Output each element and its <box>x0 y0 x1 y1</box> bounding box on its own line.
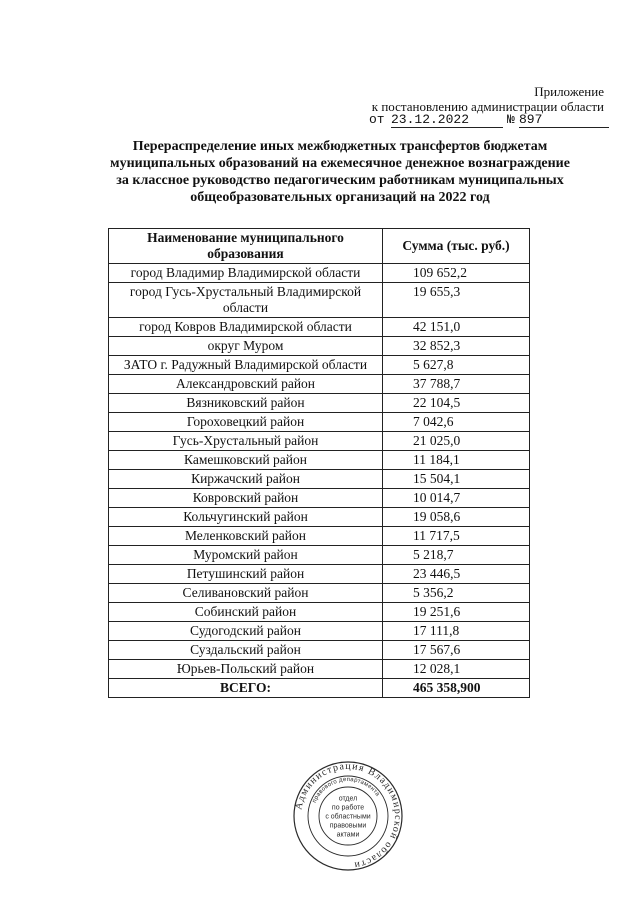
municipality-name: Александровский район <box>109 375 383 394</box>
stamp-center-line: правовыми <box>329 822 367 830</box>
municipality-name: Судогодский район <box>109 622 383 641</box>
municipality-name: Собинский район <box>109 603 383 622</box>
table-row <box>109 451 530 470</box>
municipality-sum: 10 014,7 <box>383 489 530 508</box>
municipality-name: Муромский район <box>109 546 383 565</box>
municipality-sum: 5 356,2 <box>383 584 530 603</box>
order-number: 897 <box>519 112 609 128</box>
column-header-name: Наименование муниципального образования <box>109 229 383 264</box>
table-row <box>109 622 530 641</box>
municipality-sum: 22 104,5 <box>383 394 530 413</box>
municipality-sum: 19 058,6 <box>383 508 530 527</box>
municipality-sum: 11 184,1 <box>383 451 530 470</box>
table-row <box>109 641 530 660</box>
municipality-name: Киржачский район <box>109 470 383 489</box>
table-row <box>109 603 530 622</box>
municipality-name: ЗАТО г. Радужный Владимирской области <box>109 356 383 375</box>
appendix-block <box>372 84 604 114</box>
municipality-name: город Ковров Владимирской области <box>109 318 383 337</box>
stamp-ring-text: Администрация Владимирской области <box>293 760 404 871</box>
municipality-name: Кольчугинский район <box>109 508 383 527</box>
municipality-name: Камешковский район <box>109 451 383 470</box>
municipality-sum: 7 042,6 <box>383 413 530 432</box>
table-row <box>109 546 530 565</box>
table-row <box>109 584 530 603</box>
appendix-label: Приложение <box>534 84 604 99</box>
municipality-sum: 21 025,0 <box>383 432 530 451</box>
order-date: 23.12.2022 <box>391 112 503 128</box>
title-line: Перераспределение иных межбюджетных трансфертов бюджетам <box>132 139 548 154</box>
municipality-name: Ковровский район <box>109 489 383 508</box>
date-prefix: от <box>369 112 385 127</box>
stamp-center-text <box>325 796 370 839</box>
number-prefix: № <box>507 112 515 127</box>
municipality-sum: 32 852,3 <box>383 337 530 356</box>
municipality-sum: 5 218,7 <box>383 546 530 565</box>
appendix-reference: к постановлению администрации области <box>371 99 604 114</box>
table-row <box>109 565 530 584</box>
total-row <box>109 679 530 698</box>
table-row <box>109 318 530 337</box>
municipality-sum: 17 111,8 <box>383 622 530 641</box>
table-row <box>109 394 530 413</box>
stamp-center-line: отдел <box>338 795 358 803</box>
municipality-name: Петушинский район <box>109 565 383 584</box>
municipality-sum: 37 788,7 <box>383 375 530 394</box>
table-row <box>109 413 530 432</box>
table-row <box>109 660 530 679</box>
official-stamp <box>292 760 404 872</box>
municipality-name: Селивановский район <box>109 584 383 603</box>
municipality-sum: 19 655,3 <box>383 283 530 318</box>
transfers-table <box>108 228 530 698</box>
municipality-sum: 19 251,6 <box>383 603 530 622</box>
order-date-number <box>369 112 609 130</box>
stamp-center-line: по работе <box>331 804 365 812</box>
municipality-sum: 5 627,8 <box>383 356 530 375</box>
municipality-sum: 17 567,6 <box>383 641 530 660</box>
municipality-name: Меленковский район <box>109 527 383 546</box>
municipality-sum: 11 717,5 <box>383 527 530 546</box>
municipality-name: Вязниковский район <box>109 394 383 413</box>
municipality-sum: 42 151,0 <box>383 318 530 337</box>
municipality-name: Гусь-Хрустальный район <box>109 432 383 451</box>
total-sum: 465 358,900 <box>383 679 530 698</box>
municipality-sum: 15 504,1 <box>383 470 530 489</box>
table-row <box>109 356 530 375</box>
municipality-name: Гороховецкий район <box>109 413 383 432</box>
table-row <box>109 470 530 489</box>
table-row <box>109 489 530 508</box>
document-title <box>80 138 600 206</box>
municipality-sum: 109 652,2 <box>383 264 530 283</box>
total-label: ВСЕГО: <box>109 679 383 698</box>
table-row <box>109 508 530 527</box>
municipality-name: Юрьев-Польский район <box>109 660 383 679</box>
table-row <box>109 432 530 451</box>
municipality-name: город Гусь-Хрустальный Владимирской области <box>109 283 383 318</box>
stamp-center-line: с областными <box>325 813 371 821</box>
column-header-sum: Сумма (тыс. руб.) <box>383 229 530 264</box>
table-row <box>109 527 530 546</box>
title-line: за классное руководство педагогическим работникам муниципальных <box>116 173 564 188</box>
municipality-name: округ Муром <box>109 337 383 356</box>
title-line: муниципальных образований на ежемесячное денежное вознаграждение <box>110 156 570 171</box>
title-line: общеобразовательных организаций на 2022 год <box>190 190 490 205</box>
stamp-center-line: актами <box>336 831 360 839</box>
table-row <box>109 375 530 394</box>
stamp-inner-text: правового департамента <box>311 776 381 804</box>
municipality-name: город Владимир Владимирской области <box>109 264 383 283</box>
table-row <box>109 283 530 318</box>
municipality-sum: 12 028,1 <box>383 660 530 679</box>
table-header-row <box>109 229 530 264</box>
table-row <box>109 264 530 283</box>
municipality-name: Суздальский район <box>109 641 383 660</box>
table-row <box>109 337 530 356</box>
municipality-sum: 23 446,5 <box>383 565 530 584</box>
